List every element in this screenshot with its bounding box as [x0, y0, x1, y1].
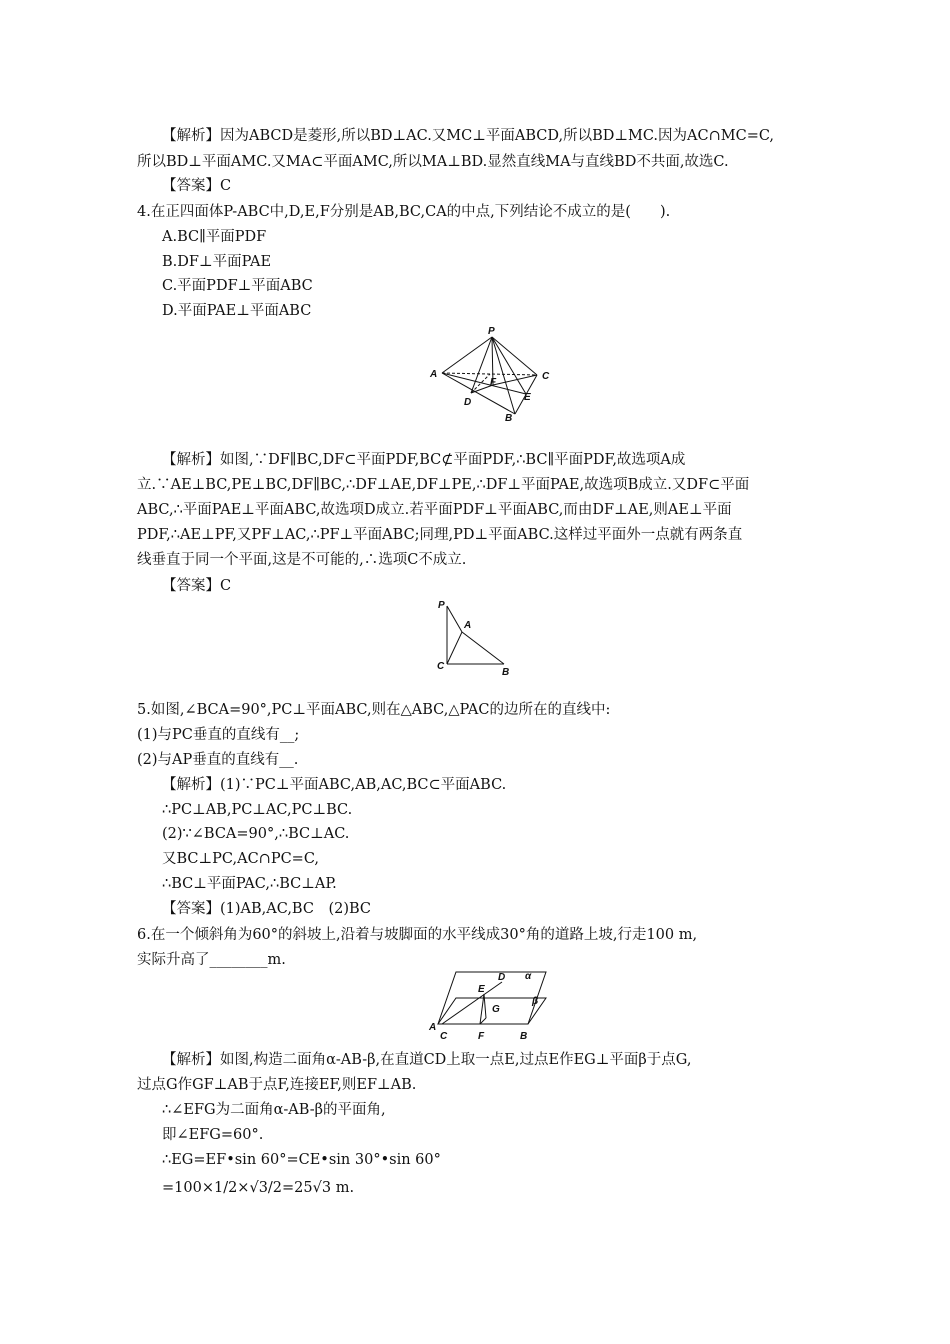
- label-a: A: [429, 1022, 437, 1033]
- label-e: E: [524, 392, 531, 403]
- label-p: P: [438, 600, 445, 611]
- text-line: ∴EG=EF•sin 60°=CE•sin 30°•sin 60°: [162, 1152, 441, 1168]
- text-line: ∴PC⊥AB,PC⊥AC,PC⊥BC.: [162, 802, 353, 818]
- text-line: 实际升高了________m.: [137, 952, 286, 968]
- label-p: P: [488, 326, 495, 337]
- label-b: B: [520, 1031, 528, 1042]
- question-4: 4.在正四面体P-ABC中,D,E,F分别是AB,BC,CA的中点,下列结论不成立的是( ).: [137, 204, 671, 220]
- label-d: D: [464, 397, 472, 408]
- option-d: D.平面PAE⊥平面ABC: [162, 303, 312, 319]
- label-c: C: [542, 371, 550, 382]
- label-d: D: [498, 972, 506, 983]
- text-line: ∴BC⊥平面PAC,∴BC⊥AP.: [162, 876, 337, 892]
- label-c: C: [437, 661, 445, 672]
- label-alpha: α: [525, 971, 532, 982]
- text-line: ∴∠EFG为二面角α-AB-β的平面角,: [162, 1102, 386, 1118]
- tetrahedron-figure: [420, 322, 560, 422]
- text-line: PDF,∴AE⊥PF,又PF⊥AC,∴PF⊥平面ABC;同理,PD⊥平面ABC.这样过平面外一点就有两条直: [137, 527, 743, 543]
- text-line: 线垂直于同一个平面,这是不可能的,∴选项C不成立.: [137, 552, 467, 568]
- label-e: E: [478, 984, 485, 995]
- text-line: 过点G作GF⊥AB于点F,连接EF,则EF⊥AB.: [137, 1077, 417, 1093]
- text-line: 所以BD⊥平面AMC.又MA⊂平面AMC,所以MA⊥BD.显然直线MA与直线BD不共面,故选C.: [137, 154, 729, 170]
- answer-line: 【答案】(1)AB,AC,BC (2)BC: [162, 901, 372, 917]
- text-line: 【解析】如图,∵DF∥BC,DF⊂平面PDF,BC⊄平面PDF,∴BC∥平面PDF,故选项A成: [162, 452, 686, 468]
- question-6: 6.在一个倾斜角为60°的斜坡上,沿着与坡脚面的水平线成30°角的道路上坡,行走100 m,: [137, 927, 698, 943]
- label-b: B: [505, 413, 513, 422]
- text-line: 【解析】因为ABCD是菱形,所以BD⊥AC.又MC⊥平面ABCD,所以BD⊥MC.因为AC∩MC=C,: [162, 128, 775, 144]
- triangle-figure: [432, 598, 522, 678]
- label-c: C: [440, 1031, 448, 1042]
- text-line: 即∠EFG=60°.: [162, 1127, 264, 1143]
- text-line: 立.∵AE⊥BC,PE⊥BC,DF∥BC,∴DF⊥AE,DF⊥PE,∴DF⊥平面PAE,故选项B成立.又DF⊂平面: [137, 477, 750, 493]
- option-b: B.DF⊥平面PAE: [162, 254, 272, 270]
- label-g: G: [492, 1004, 500, 1015]
- label-b: B: [502, 667, 510, 678]
- question-5: 5.如图,∠BCA=90°,PC⊥平面ABC,则在△ABC,△PAC的边所在的直线中:: [137, 702, 611, 718]
- label-f: F: [478, 1031, 485, 1042]
- text-line: ABC,∴平面PAE⊥平面ABC,故选项D成立.若平面PDF⊥平面ABC,而由DF⊥AE,则AE⊥平面: [137, 502, 732, 518]
- text-line: (2)∵∠BCA=90°,∴BC⊥AC.: [162, 826, 350, 842]
- answer-line: 【答案】C: [162, 178, 232, 194]
- text-line: =100×1/2×√3/2=25√3 m.: [162, 1180, 355, 1196]
- label-a: A: [430, 369, 438, 380]
- text-line: 【解析】(1)∵PC⊥平面ABC,AB,AC,BC⊂平面ABC.: [162, 777, 507, 793]
- option-c: C.平面PDF⊥平面ABC: [162, 278, 313, 294]
- text-line: (1)与PC垂直的直线有__;: [137, 727, 300, 743]
- dihedral-figure: [428, 966, 558, 1046]
- text-line: 又BC⊥PC,AC∩PC=C,: [162, 851, 320, 867]
- label-beta: β: [532, 996, 539, 1007]
- answer-line: 【答案】C: [162, 578, 232, 594]
- label-a: A: [464, 620, 472, 631]
- label-f: F: [490, 377, 497, 388]
- option-a: A.BC∥平面PDF: [162, 229, 267, 245]
- text-line: 【解析】如图,构造二面角α-AB-β,在直道CD上取一点E,过点E作EG⊥平面β于点G,: [162, 1052, 692, 1068]
- text-line: (2)与AP垂直的直线有__.: [137, 752, 299, 768]
